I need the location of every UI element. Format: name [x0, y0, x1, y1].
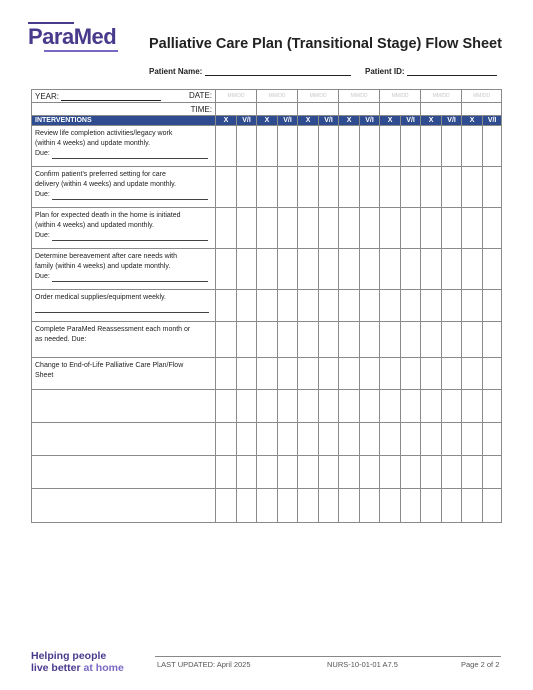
x-check-cell[interactable] — [339, 489, 360, 523]
vi-check-cell[interactable] — [360, 167, 380, 208]
x-check-cell[interactable] — [339, 167, 360, 208]
vi-check-cell[interactable] — [360, 358, 380, 390]
x-check-cell[interactable] — [298, 423, 319, 456]
x-check-cell[interactable] — [339, 390, 360, 423]
x-check-cell[interactable] — [421, 456, 442, 489]
patient-id-row — [365, 66, 497, 76]
time-entry-cell[interactable] — [421, 103, 462, 116]
footer-tagline: Helping people live better at home — [31, 650, 124, 674]
x-check-cell[interactable] — [216, 423, 237, 456]
intervention-text — [32, 423, 216, 456]
vi-check-cell[interactable] — [401, 126, 421, 167]
vi-header: V/I — [319, 116, 339, 126]
intervention-line: Change to End-of-Life Palliative Care Plan/Flow — [35, 362, 184, 369]
vi-check-cell[interactable] — [319, 456, 339, 489]
vi-check-cell[interactable] — [237, 167, 257, 208]
vi-check-cell[interactable] — [442, 423, 462, 456]
x-check-cell[interactable] — [462, 489, 483, 523]
intervention-row — [32, 126, 502, 167]
intervention-line: Confirm patient's preferred setting for care — [35, 171, 166, 178]
intervention-text — [32, 456, 216, 489]
vi-check-cell[interactable] — [278, 249, 298, 290]
vi-check-cell[interactable] — [319, 249, 339, 290]
vi-check-cell[interactable] — [442, 358, 462, 390]
x-check-cell[interactable] — [216, 358, 237, 390]
vi-check-cell[interactable] — [237, 390, 257, 423]
x-check-cell[interactable] — [380, 489, 401, 523]
x-check-cell[interactable] — [339, 290, 360, 322]
time-entry-cell[interactable] — [339, 103, 380, 116]
flow-sheet-table — [31, 89, 502, 523]
x-check-cell[interactable] — [298, 489, 319, 523]
x-check-cell[interactable] — [462, 290, 483, 322]
vi-check-cell[interactable] — [360, 249, 380, 290]
vi-check-cell[interactable] — [319, 489, 339, 523]
date-cell[interactable]: MM/DD — [462, 90, 502, 103]
x-check-cell[interactable] — [216, 290, 237, 322]
vi-check-cell[interactable] — [237, 423, 257, 456]
x-check-cell[interactable] — [298, 322, 319, 358]
intervention-row — [32, 423, 502, 456]
x-check-cell[interactable] — [421, 358, 442, 390]
footer-divider — [155, 656, 501, 657]
x-check-cell[interactable] — [257, 249, 278, 290]
vi-check-cell[interactable] — [319, 290, 339, 322]
vi-check-cell[interactable] — [237, 489, 257, 523]
vi-check-cell[interactable] — [360, 423, 380, 456]
vi-check-cell[interactable] — [401, 423, 421, 456]
vi-check-cell[interactable] — [483, 489, 502, 523]
due-field[interactable] — [52, 192, 208, 200]
vi-check-cell[interactable] — [442, 322, 462, 358]
x-header: X — [257, 116, 278, 126]
x-header: X — [216, 116, 237, 126]
vi-check-cell[interactable] — [442, 208, 462, 249]
logo-underline — [44, 50, 118, 52]
vi-check-cell[interactable] — [483, 390, 502, 423]
interventions-header: INTERVENTIONS — [32, 116, 216, 126]
year-label: YEAR: — [35, 92, 60, 101]
vi-check-cell[interactable] — [401, 167, 421, 208]
vi-check-cell[interactable] — [483, 358, 502, 390]
vi-check-cell[interactable] — [237, 208, 257, 249]
patient-name-row — [149, 66, 351, 76]
vi-check-cell[interactable] — [483, 126, 502, 167]
time-entry-cell[interactable] — [216, 103, 257, 116]
vi-header: V/I — [360, 116, 380, 126]
vi-check-cell[interactable] — [360, 322, 380, 358]
due-label: Due: — [35, 191, 50, 198]
vi-check-cell[interactable] — [483, 167, 502, 208]
date-cell[interactable]: MM/DD — [216, 90, 257, 103]
x-check-cell[interactable] — [380, 249, 401, 290]
x-check-cell[interactable] — [421, 489, 442, 523]
vi-check-cell[interactable] — [319, 167, 339, 208]
time-entry-cell[interactable] — [380, 103, 421, 116]
intervention-text — [32, 390, 216, 423]
x-check-cell[interactable] — [216, 126, 237, 167]
patient-name-field[interactable] — [205, 66, 351, 76]
paramed-logo: ParaMed — [28, 24, 117, 49]
time-cell — [32, 103, 216, 116]
intervention-row — [32, 456, 502, 489]
page-number: Page 2 of 2 — [461, 660, 500, 669]
x-check-cell[interactable] — [216, 208, 237, 249]
vi-check-cell[interactable] — [319, 208, 339, 249]
x-check-cell[interactable] — [462, 358, 483, 390]
vi-check-cell[interactable] — [319, 423, 339, 456]
vi-check-cell[interactable] — [442, 456, 462, 489]
x-check-cell[interactable] — [298, 290, 319, 322]
x-check-cell[interactable] — [216, 249, 237, 290]
intervention-text — [32, 126, 216, 167]
x-check-cell[interactable] — [339, 208, 360, 249]
doc-code: NURS-10-01-01 A7.5 — [327, 660, 398, 669]
vi-check-cell[interactable] — [319, 322, 339, 358]
x-check-cell[interactable] — [462, 390, 483, 423]
patient-id-label: Patient ID: — [365, 67, 405, 76]
x-header: X — [380, 116, 401, 126]
time-entry-cell[interactable] — [298, 103, 339, 116]
x-check-cell[interactable] — [462, 167, 483, 208]
x-check-cell[interactable] — [462, 322, 483, 358]
x-check-cell[interactable] — [216, 489, 237, 523]
x-check-cell[interactable] — [298, 208, 319, 249]
x-check-cell[interactable] — [298, 358, 319, 390]
vi-check-cell[interactable] — [237, 358, 257, 390]
x-check-cell[interactable] — [339, 322, 360, 358]
x-check-cell[interactable] — [380, 456, 401, 489]
intervention-line: Determine bereavement after care needs with — [35, 253, 178, 260]
x-check-cell[interactable] — [380, 358, 401, 390]
x-check-cell[interactable] — [257, 290, 278, 322]
vi-check-cell[interactable] — [360, 290, 380, 322]
intervention-line: family (within 4 weeks) and update monthly. — [35, 263, 171, 270]
vi-check-cell[interactable] — [360, 489, 380, 523]
vi-check-cell[interactable] — [278, 208, 298, 249]
vi-check-cell[interactable] — [401, 290, 421, 322]
x-check-cell[interactable] — [257, 423, 278, 456]
date-label: DATE: — [189, 91, 212, 100]
x-check-cell[interactable] — [216, 456, 237, 489]
vi-check-cell[interactable] — [401, 390, 421, 423]
x-check-cell[interactable] — [339, 423, 360, 456]
vi-check-cell[interactable] — [319, 358, 339, 390]
vi-check-cell[interactable] — [278, 358, 298, 390]
vi-check-cell[interactable] — [278, 126, 298, 167]
vi-header: V/I — [442, 116, 462, 126]
x-check-cell[interactable] — [380, 322, 401, 358]
patient-name-label: Patient Name: — [149, 67, 203, 76]
x-check-cell[interactable] — [421, 208, 442, 249]
vi-check-cell[interactable] — [237, 322, 257, 358]
vi-check-cell[interactable] — [360, 126, 380, 167]
vi-check-cell[interactable] — [278, 290, 298, 322]
x-check-cell[interactable] — [216, 390, 237, 423]
x-check-cell[interactable] — [257, 390, 278, 423]
vi-check-cell[interactable] — [401, 249, 421, 290]
x-check-cell[interactable] — [298, 167, 319, 208]
intervention-row — [32, 322, 502, 358]
x-check-cell[interactable] — [257, 489, 278, 523]
intervention-line: Review life completion activities/legacy work — [35, 130, 173, 137]
vi-check-cell[interactable] — [442, 489, 462, 523]
vi-check-cell[interactable] — [237, 290, 257, 322]
intervention-line: (within 4 weeks) and update monthly. — [35, 140, 151, 147]
vi-check-cell[interactable] — [483, 208, 502, 249]
vi-check-cell[interactable] — [278, 489, 298, 523]
x-check-cell[interactable] — [216, 322, 237, 358]
vi-header: V/I — [483, 116, 502, 126]
x-check-cell[interactable] — [298, 390, 319, 423]
vi-check-cell[interactable] — [483, 290, 502, 322]
vi-check-cell[interactable] — [401, 456, 421, 489]
x-header: X — [339, 116, 360, 126]
x-header: X — [298, 116, 319, 126]
year-date-cell — [32, 90, 216, 103]
intervention-line: as needed. Due: — [35, 336, 87, 343]
intervention-text — [32, 358, 216, 390]
x-check-cell[interactable] — [421, 290, 442, 322]
due-field[interactable] — [52, 274, 208, 282]
date-cell[interactable]: MM/DD — [257, 90, 298, 103]
x-check-cell[interactable] — [339, 249, 360, 290]
vi-check-cell[interactable] — [278, 456, 298, 489]
x-check-cell[interactable] — [380, 390, 401, 423]
vi-check-cell[interactable] — [319, 126, 339, 167]
x-check-cell[interactable] — [298, 249, 319, 290]
vi-check-cell[interactable] — [442, 249, 462, 290]
due-field[interactable] — [52, 233, 208, 241]
x-check-cell[interactable] — [421, 423, 442, 456]
vi-check-cell[interactable] — [319, 390, 339, 423]
time-label: TIME: — [190, 104, 212, 114]
due-label: Due: — [35, 232, 50, 239]
x-check-cell[interactable] — [421, 126, 442, 167]
vi-check-cell[interactable] — [483, 456, 502, 489]
vi-check-cell[interactable] — [483, 249, 502, 290]
intervention-text — [32, 167, 216, 208]
x-check-cell[interactable] — [339, 126, 360, 167]
vi-check-cell[interactable] — [401, 358, 421, 390]
vi-check-cell[interactable] — [401, 489, 421, 523]
x-check-cell[interactable] — [421, 167, 442, 208]
vi-check-cell[interactable] — [278, 390, 298, 423]
intervention-row — [32, 358, 502, 390]
date-cell[interactable]: MM/DD — [298, 90, 339, 103]
x-check-cell[interactable] — [298, 456, 319, 489]
intervention-line: delivery (within 4 weeks) and update monthly. — [35, 181, 177, 188]
intervention-row — [32, 489, 502, 523]
intervention-line: Sheet — [35, 372, 54, 379]
vi-header: V/I — [278, 116, 298, 126]
vi-check-cell[interactable] — [237, 456, 257, 489]
last-updated: LAST UPDATED: April 2025 — [157, 660, 251, 669]
intervention-row — [32, 290, 502, 322]
vi-check-cell[interactable] — [401, 322, 421, 358]
x-check-cell[interactable] — [216, 167, 237, 208]
intervention-line: Complete ParaMed Reassessment each month or — [35, 326, 191, 333]
intervention-row — [32, 167, 502, 208]
due-field[interactable] — [52, 151, 208, 159]
vi-check-cell[interactable] — [483, 322, 502, 358]
x-check-cell[interactable] — [462, 456, 483, 489]
x-check-cell[interactable] — [257, 456, 278, 489]
x-check-cell[interactable] — [298, 126, 319, 167]
vi-check-cell[interactable] — [237, 249, 257, 290]
vi-check-cell[interactable] — [360, 456, 380, 489]
intervention-row — [32, 249, 502, 290]
vi-check-cell[interactable] — [278, 167, 298, 208]
x-check-cell[interactable] — [257, 358, 278, 390]
date-cell[interactable]: MM/DD — [421, 90, 462, 103]
x-header: X — [421, 116, 442, 126]
vi-check-cell[interactable] — [483, 423, 502, 456]
intervention-line: (within 4 weeks) and updated monthly. — [35, 222, 154, 229]
x-check-cell[interactable] — [421, 390, 442, 423]
vi-check-cell[interactable] — [278, 423, 298, 456]
vi-check-cell[interactable] — [442, 167, 462, 208]
x-check-cell[interactable] — [421, 322, 442, 358]
date-cell[interactable]: MM/DD — [380, 90, 421, 103]
intervention-row — [32, 390, 502, 423]
x-check-cell[interactable] — [257, 126, 278, 167]
vi-check-cell[interactable] — [442, 390, 462, 423]
vi-header: V/I — [237, 116, 257, 126]
intervention-row — [32, 208, 502, 249]
x-check-cell[interactable] — [257, 167, 278, 208]
vi-check-cell[interactable] — [442, 126, 462, 167]
x-check-cell[interactable] — [257, 322, 278, 358]
year-field[interactable] — [61, 91, 161, 101]
x-header: X — [462, 116, 483, 126]
x-check-cell[interactable] — [257, 208, 278, 249]
x-check-cell[interactable] — [380, 126, 401, 167]
vi-check-cell[interactable] — [360, 208, 380, 249]
intervention-text — [32, 489, 216, 523]
vi-check-cell[interactable] — [442, 290, 462, 322]
x-check-cell[interactable] — [380, 167, 401, 208]
vi-check-cell[interactable] — [237, 126, 257, 167]
x-check-cell[interactable] — [462, 126, 483, 167]
vi-check-cell[interactable] — [401, 208, 421, 249]
intervention-text — [32, 208, 216, 249]
intervention-text — [32, 290, 216, 322]
intervention-text — [32, 249, 216, 290]
patient-id-field[interactable] — [407, 66, 497, 76]
vi-header: V/I — [401, 116, 421, 126]
intervention-line: Plan for expected death in the home is initiated — [35, 212, 181, 219]
due-label: Due: — [35, 273, 50, 280]
intervention-text — [32, 322, 216, 358]
x-check-cell[interactable] — [421, 249, 442, 290]
x-check-cell[interactable] — [462, 423, 483, 456]
page-title: Palliative Care Plan (Transitional Stage) Flow Sheet — [149, 36, 502, 52]
x-check-cell[interactable] — [339, 456, 360, 489]
time-entry-cell[interactable] — [462, 103, 502, 116]
vi-check-cell[interactable] — [278, 322, 298, 358]
x-check-cell[interactable] — [380, 290, 401, 322]
vi-check-cell[interactable] — [360, 390, 380, 423]
x-check-cell[interactable] — [462, 208, 483, 249]
due-label: Due: — [35, 150, 50, 157]
time-entry-cell[interactable] — [257, 103, 298, 116]
x-check-cell[interactable] — [339, 358, 360, 390]
due-field[interactable] — [35, 305, 209, 313]
intervention-line: Order medical supplies/equipment weekly. — [35, 294, 166, 301]
date-cell[interactable]: MM/DD — [339, 90, 380, 103]
x-check-cell[interactable] — [380, 423, 401, 456]
x-check-cell[interactable] — [380, 208, 401, 249]
x-check-cell[interactable] — [462, 249, 483, 290]
